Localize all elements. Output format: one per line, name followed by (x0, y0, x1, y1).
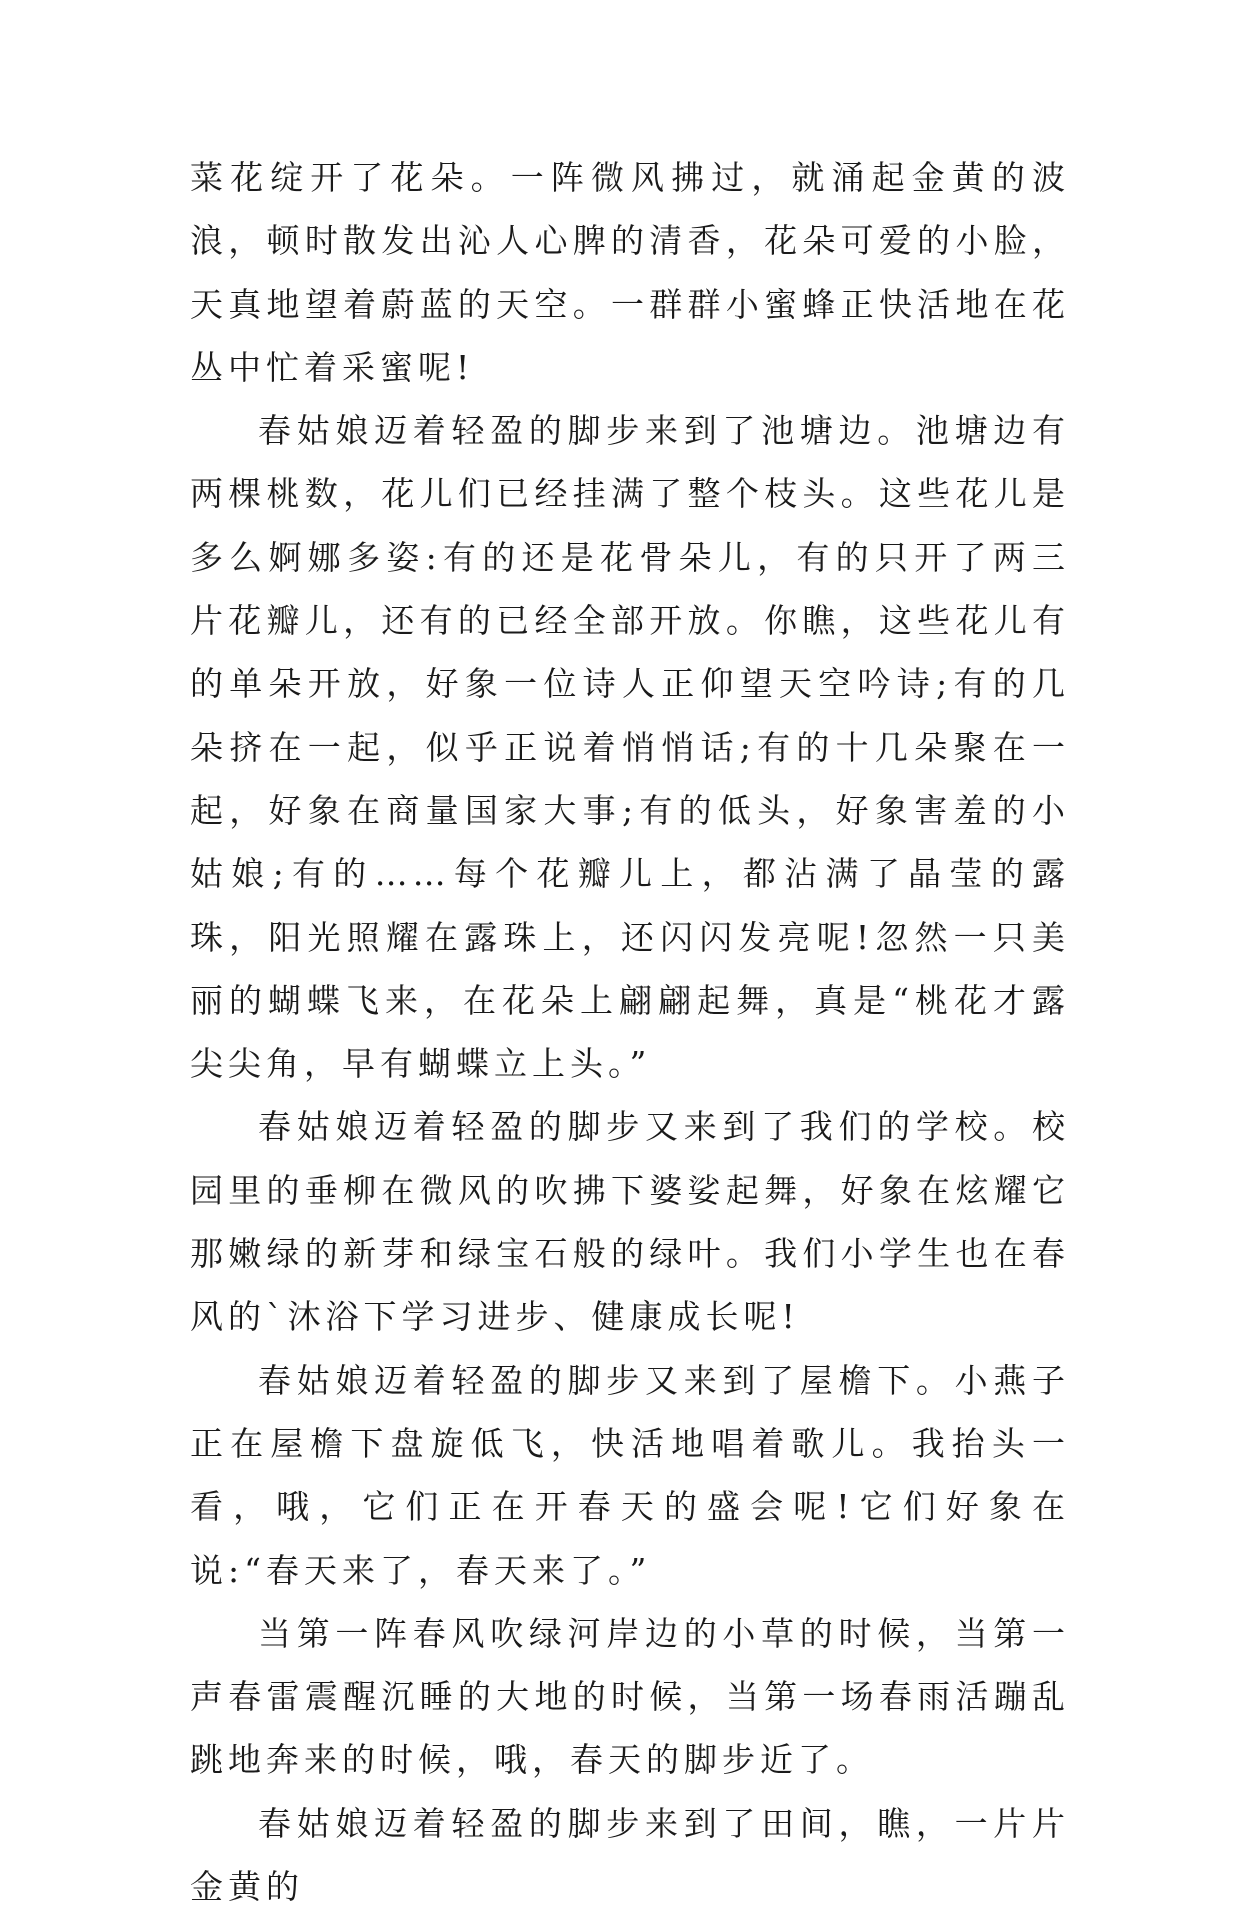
paragraph-pond-peach-blossoms: 春姑娘迈着轻盈的脚步来到了池塘边。池塘边有两棵桃数，花儿们已经挂满了整个枝头。这些花儿是多么婀娜多姿:有的还是花骨朵儿，有的只开了两三片花瓣儿，还有的已经全部开放。你瞧，这些花儿有的单朵开放，好象一位诗人正仰望天空吟诗;有的几朵挤在一起，似乎正说着悄悄话;有的十几朵聚在一起，好象在商量国家大事;有的低头，好象害羞的小姑娘;有的……每个花瓣儿上，都沾满了晶莹的露珠，阳光照耀在露珠上，还闪闪发亮呢!忽然一只美丽的蝴蝶飞来，在花朵上翩翩起舞，真是“桃花才露尖尖角，早有蝴蝶立上头。” (190, 411, 1070, 1084)
paragraph-rapeseed-flowers: 菜花绽开了花朵。一阵微风拂过，就涌起金黄的波浪，顿时散发出沁人心脾的清香，花朵可爱的小脸，天真地望着蔚蓝的天空。一群群小蜜蜂正快活地在花丛中忙着采蜜呢! (190, 158, 1070, 387)
body-text (190, 146, 1070, 1918)
paragraph-fields: 春姑娘迈着轻盈的脚步来到了田间，瞧，一片片金黄的 (190, 1803, 1070, 1907)
paragraph-school-willows: 春姑娘迈着轻盈的脚步又来到了我们的学校。校园里的垂柳在微风的吹拂下婆娑起舞，好象在炫耀它那嫩绿的新芽和绿宝石般的绿叶。我们小学生也在春风的`沐浴下学习进步、健康成长呢! (190, 1107, 1070, 1337)
paragraph-spring-approaching: 当第一阵春风吹绿河岸边的小草的时候，当第一声春雷震醒沉睡的大地的时候，当第一场春雨活蹦乱跳地奔来的时候，哦，春天的脚步近了。 (190, 1613, 1070, 1780)
paragraph-eaves-swallows: 春姑娘迈着轻盈的脚步又来到了屋檐下。小燕子正在屋檐下盘旋低飞，快活地唱着歌儿。我抬头一看，哦，它们正在开春天的盛会呢!它们好象在说:“春天来了，春天来了。” (190, 1360, 1070, 1590)
